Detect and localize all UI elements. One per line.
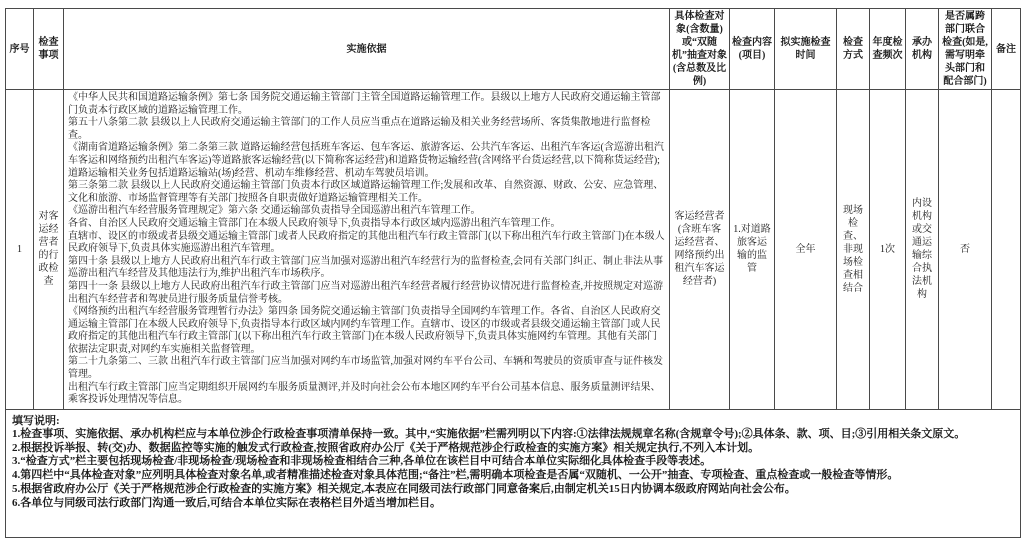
cell-remark (992, 90, 1021, 410)
col-header-agency: 承办机构 (906, 9, 939, 90)
text-line: 第三条第二款 县级以上人民政府交通运输主管部门负责本行政区域道路运输管理工作;发展和改革、自然资源、财政、公安、应急管理、文化和旅游、市场监督管理等有关部门按照各自职责做好道路运输管理相关工作。 (68, 180, 664, 204)
cell-content: 1.对道路旅客运输的监管 (730, 90, 775, 410)
text-line: 《中华人民共和国道路运输条例》第七条 国务院交通运输主管部门主管全国道路运输管理工作。县级以上地方人民政府交通运输主管部门负责本行政区域的道路运输管理工作。 (68, 92, 661, 116)
cell-time: 全年 (775, 90, 837, 410)
notes-list (12, 428, 1014, 511)
text-line: 直辖市、设区的市级或者县级交通运输主管部门或者人民政府指定的其他出租汽车行政主管部门(以下称出租汽车行政主管部门)在本级人民政府领导下,负责具体实施巡游出租汽车管理。 (68, 230, 665, 255)
text-line: 4.第四栏中“具体检查对象”应列明具体检查对象名单,或者精准描述检查对象具体范围;“备注”栏,需明确本项检查是否属“双随机、一公开”抽查、专项检查、重点检查或一般检查等情形。 (12, 469, 899, 482)
text-line: 《巡游出租汽车经营服务管理规定》第六条 交通运输部负责指导全国巡游出租汽车管理工作。 (68, 205, 481, 217)
table-footer (6, 409, 1021, 537)
col-header-content: 检查内容(项目) (730, 9, 775, 90)
col-header-joint: 是否属跨部门联合检查(如是,需写明牵头部门和配合部门) (939, 9, 992, 90)
cell-agency: 内设机构或交通运输综合执法机构 (906, 90, 939, 410)
notes-title: 填写说明: (12, 414, 60, 427)
col-header-item: 检查事项 (34, 9, 64, 90)
notes-row (6, 409, 1021, 537)
cell-method: 现场检查、非现场检查相结合 (837, 90, 870, 410)
notes-section (6, 409, 1021, 537)
cell-joint: 否 (939, 90, 992, 410)
text-line: 《湖南省道路运输条例》第二条第三款 道路运输经营包括班车客运、包车客运、旅游客运、公共汽车客运、出租汽车客运(含巡游出租汽车客运和网络预约出租汽车客运)等道路旅客运输经营(以下简称客运经营)和道路货物运输经营(含网络平台货运经营,以下简称货运经营);道路运输相关业务包括道路运输站(场)经营、机动车维修经营、机动车驾驶员培训。 (68, 142, 664, 179)
col-header-basis: 实施依据 (64, 9, 670, 90)
cell-target: 客运经营者(含班车客运经营者、网络预约出租汽车客运经营者) (670, 90, 730, 410)
col-header-seq: 序号 (6, 9, 34, 90)
text-line: 第五十八条第二款 县级以上人民政府交通运输主管部门的工作人员应当重点在道路运输及相关业务经营场所、客货集散地进行监督检查。 (68, 117, 651, 141)
cell-basis (64, 90, 670, 410)
col-header-target: 具体检查对象(含数量)或“双随机”抽查对象(含总数及比例) (670, 9, 730, 90)
text-line: 5.根据省政府办公厅《关于严格规范涉企行政检查的实施方案》相关规定,本表应在同级司法行政部门同意备案后,由制定机关15日内协调本级政府网站向社会公布。 (12, 483, 796, 496)
col-header-method: 检查方式 (837, 9, 870, 90)
col-header-remark: 备注 (992, 9, 1021, 90)
text-line: 第二十九条第二、三款 出租汽车行政主管部门应当加强对网约车市场监管,加强对网约车平台公司、车辆和驾驶员的资质审查与证件核发管理。 (68, 356, 663, 381)
header-row (6, 9, 1021, 90)
text-line: 1.检查事项、实施依据、承办机构栏应与本单位涉企行政检查事项清单保持一致。其中,“实施依据”栏需列明以下内容:①法律法规规章名称(含规章令号);②具体条、款、项、目;③引用相关条文原文。 (12, 427, 966, 440)
text-line: 出租汽车行政主管部门应当定期组织开展网约车服务质量测评,并及时向社会公布本地区网约车平台公司基本信息、服务质量测评结果、乘客投诉处理情况等信息。 (68, 381, 661, 406)
text-line: 第四十条 县级以上地方人民政府出租汽车行政主管部门应当加强对巡游出租汽车经营行为的监督检查,会同有关部门纠正、制止非法从事巡游出租汽车经营及其他违法行为,维护出租汽车市场秩序。 (68, 255, 663, 280)
col-header-frequency: 年度检查频次 (870, 9, 906, 90)
table-header (6, 9, 1021, 90)
text-line: 各省、自治区人民政府交通运输主管部门在本级人民政府领导下,负责指导本行政区域内巡游出租汽车管理工作。 (68, 217, 561, 229)
cell-seq: 1 (6, 90, 34, 410)
text-line: 第四十一条 县级以上地方人民政府出租汽车行政主管部门应当对巡游出租汽车经营者履行经营协议情况进行监督检查,并按照规定对巡游出租汽车经营者和驾驶员进行服务质量信誉考核。 (68, 280, 663, 305)
table-row (6, 90, 1021, 410)
cell-item: 对客运经营者的行政检查 (34, 90, 64, 410)
cell-frequency: 1次 (870, 90, 906, 410)
text-line: 2.根据投诉举报、转(交)办、数据监控等实施的触发式行政检查,按照省政府办公厅《关于严格规范涉企行政检查的实施方案》相关规定执行,不列入本计划。 (12, 441, 760, 454)
col-header-time: 拟实施检查时间 (775, 9, 837, 90)
inspection-plan-table (5, 8, 1021, 538)
text-line: 6.各单位与同级司法行政部门沟通一致后,可结合本单位实际在表格栏目外适当增加栏目。 (12, 496, 441, 509)
text-line: 3.“检查方式”栏主要包括现场检查/非现场检查/现场检查和非现场检查相结合三种,各单位在该栏目中可结合本单位实际细化具体检查手段等表述。 (12, 455, 712, 468)
table-body (6, 90, 1021, 410)
text-line: 《网络预约出租汽车经营服务管理暂行办法》第四条 国务院交通运输主管部门负责指导全国网约车管理工作。各省、自治区人民政府交通运输主管部门在本级人民政府领导下,负责指导本行政区域内网约车管理工作。直辖市、设区的市级或者县级交通运输主管部门或人民政府指定的其他出租汽车行政主管部门(以下称出租汽车行政主管部门)在本级人民政府领导下,负责具体实施网约车管理。其他有关部门依据法定职责,对网约车实施相关监督管理。 (68, 306, 661, 355)
